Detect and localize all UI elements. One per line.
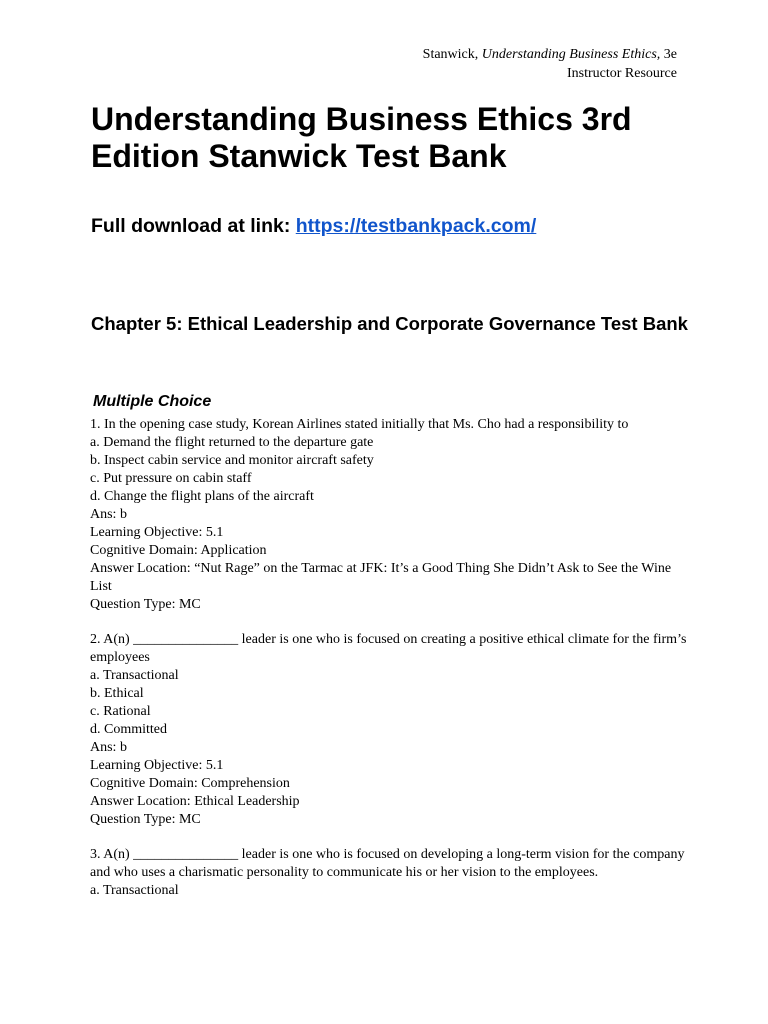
option-a: a. Transactional xyxy=(90,883,179,898)
section-title: Multiple Choice xyxy=(93,393,212,410)
cognitive-domain: Cognitive Domain: Comprehension xyxy=(90,776,290,791)
answer-location: Answer Location: Ethical Leadership xyxy=(90,794,300,809)
option-a: a. Transactional xyxy=(90,668,179,683)
question-3 xyxy=(90,846,690,900)
document-title: Understanding Business Ethics 3rd Edition Stanwick Test Bank xyxy=(91,101,632,174)
header-author: Stanwick, xyxy=(422,47,479,62)
header-resource: Instructor Resource xyxy=(566,66,677,81)
question-type: Question Type: MC xyxy=(90,812,201,827)
option-c: c. Put pressure on cabin staff xyxy=(90,471,252,486)
answer: Ans: b xyxy=(90,740,127,755)
download-label: Full download at link: xyxy=(91,215,291,237)
question-stem: 3. A(n) _______________ leader is one who is focused on developing a long-term vision for the company and who uses a charismatic personality to communicate his or her vision to the employees. xyxy=(90,847,685,880)
chapter-title: Chapter 5: Ethical Leadership and Corporate Governance Test Bank xyxy=(91,313,688,334)
question-stem: 2. A(n) _______________ leader is one who is focused on creating a positive ethical climate for the firm’s employees xyxy=(90,632,687,665)
learning-objective: Learning Objective: 5.1 xyxy=(90,758,224,773)
option-b: b. Ethical xyxy=(90,686,144,701)
cognitive-domain: Cognitive Domain: Application xyxy=(90,543,267,558)
option-b: b. Inspect cabin service and monitor aircraft safety xyxy=(90,453,374,468)
running-header xyxy=(423,45,677,83)
download-line xyxy=(91,214,536,238)
header-citation xyxy=(423,45,677,64)
question-stem: 1. In the opening case study, Korean Airlines stated initially that Ms. Cho had a responsibility to xyxy=(90,417,629,432)
header-book-title: Understanding Business Ethics, xyxy=(481,47,661,62)
header-edition: 3e xyxy=(663,47,677,62)
answer-location: Answer Location: “Nut Rage” on the Tarmac at JFK: It’s a Good Thing She Didn’t Ask to See the Wine List xyxy=(90,561,672,594)
option-a: a. Demand the flight returned to the departure gate xyxy=(90,435,374,450)
question-2 xyxy=(90,631,690,829)
question-type: Question Type: MC xyxy=(90,597,201,612)
option-c: c. Rational xyxy=(90,704,151,719)
download-link[interactable]: https://testbankpack.com/ xyxy=(295,215,537,237)
option-d: d. Change the flight plans of the aircraft xyxy=(90,489,314,504)
option-d: d. Committed xyxy=(90,722,167,737)
question-list xyxy=(90,416,690,917)
learning-objective: Learning Objective: 5.1 xyxy=(90,525,224,540)
question-1 xyxy=(90,416,690,614)
answer: Ans: b xyxy=(90,507,127,522)
